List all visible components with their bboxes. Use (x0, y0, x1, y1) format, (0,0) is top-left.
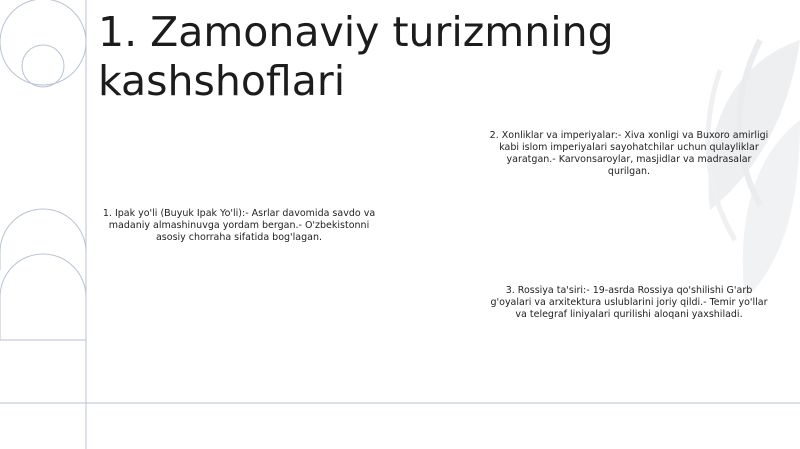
point-khanates-empires: 2. Xonliklar va imperiyalar:- Xiva xonligi va Buxoro amirligi kabi islom imperiyalari sayohatchilar uchun qulayliklar yaratgan.- Karvonsaroylar, masjidlar va madrasalar qurilgan. (489, 130, 769, 177)
slide-title: 1. Zamonaviy turizmning kashshoflari (98, 8, 614, 105)
point-silk-road: 1. Ipak yo'li (Buyuk Ipak Yo'li):- Asrlar davomida savdo va madaniy almashinuvga yordam bergan.- O'zbekistonni asosiy chorraha sifatida bog'lagan. (102, 208, 376, 243)
point-russian-influence: 3. Rossiya ta'siri:- 19-asrda Rossiya qo'shilishi G'arb g'oyalari va arxitektura uslublarini joriy qildi.- Temir yo'llar va telegraf liniyalari qurilishi aloqani yaxshiladi. (490, 285, 768, 320)
